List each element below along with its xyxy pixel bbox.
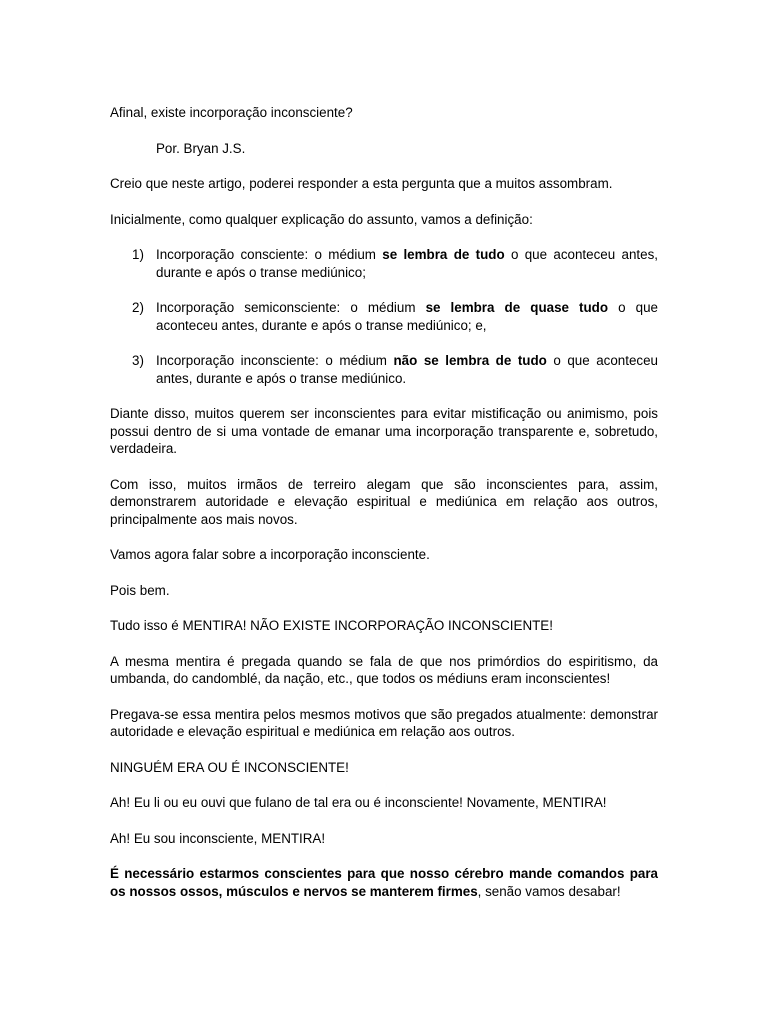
final-text: , senão vamos desabar! (477, 883, 621, 899)
definition-list (110, 246, 658, 387)
definition-text: Incorporação semiconsciente: o médium (156, 300, 426, 315)
definition-text: o que aconteceu antes, durante e após o transe mediúnico; (156, 247, 658, 280)
definition-number: 1) (132, 247, 144, 262)
definition-number: 2) (132, 300, 144, 315)
document-title: Afinal, existe incorporação inconsciente? (110, 105, 353, 120)
mesma-paragraph: A mesma mentira é pregada quando se fala de que nos primórdios do espiritismo, da umbanda, do candomblé, da nação, etc., que todos os médiuns eram inconscientes! (110, 653, 658, 686)
ah-paragraph-2: Ah! Eu sou inconsciente, MENTIRA! (110, 830, 326, 846)
ninguem-paragraph: NINGUÉM ERA OU É INCONSCIENTE! (110, 759, 349, 775)
definition-emphasis: não se lembra de tudo (393, 353, 547, 368)
definition-emphasis: se lembra de quase tudo (425, 300, 609, 315)
author-line: Por. Bryan J.S. (156, 140, 246, 156)
definition-text: Incorporação consciente: o médium (156, 247, 383, 262)
intro-paragraph: Creio que neste artigo, poderei responder a esta pergunta que a muitos assombram. (110, 176, 613, 191)
definition-intro-paragraph: Inicialmente, como qualquer explicação do assunto, vamos a definição: (110, 211, 533, 227)
tudo-paragraph: Tudo isso é MENTIRA! NÃO EXISTE INCORPORAÇÃO INCONSCIENTE! (110, 618, 553, 633)
definition-number: 3) (132, 353, 144, 368)
vamos-paragraph: Vamos agora falar sobre a incorporação inconsciente. (110, 547, 430, 562)
definition-item (110, 299, 658, 334)
pregava-paragraph: Pregava-se essa mentira pelos mesmos motivos que são pregados atualmente: demonstrar autoridade e elevação espiritual e mediúnica em relação aos outros. (110, 706, 658, 739)
final-emphasis: É necessário estarmos conscientes para que nosso cérebro mande comandos para os nossos ossos, músculos e nervos se manterem firmes (110, 866, 658, 899)
ah-paragraph-1: Ah! Eu li ou eu ouvi que fulano de tal era ou é inconsciente! Novamente, MENTIRA! (110, 795, 607, 810)
definition-item (110, 352, 658, 387)
final-paragraph (110, 865, 658, 900)
definition-text: o que aconteceu antes, durante e após o transe mediúnico; e, (156, 300, 659, 333)
com-isso-paragraph: Com isso, muitos irmãos de terreiro alegam que são inconscientes para, assim, demonstrarem autoridade e elevação espiritual e mediúnica em relação aos outros, principalmente aos mais novos. (110, 476, 658, 527)
definition-item (110, 246, 658, 281)
definition-text: o que aconteceu antes, durante e após o transe mediúnico. (156, 353, 659, 386)
definition-text: Incorporação inconsciente: o médium (156, 353, 394, 368)
definition-emphasis: se lembra de tudo (382, 247, 505, 262)
diante-paragraph: Diante disso, muitos querem ser inconscientes para evitar mistificação ou animismo, pois possui dentro de si uma vontade de emanar uma incorporação transparente e, sobretudo, verdadeira. (110, 406, 658, 456)
pois-paragraph: Pois bem. (110, 582, 170, 598)
